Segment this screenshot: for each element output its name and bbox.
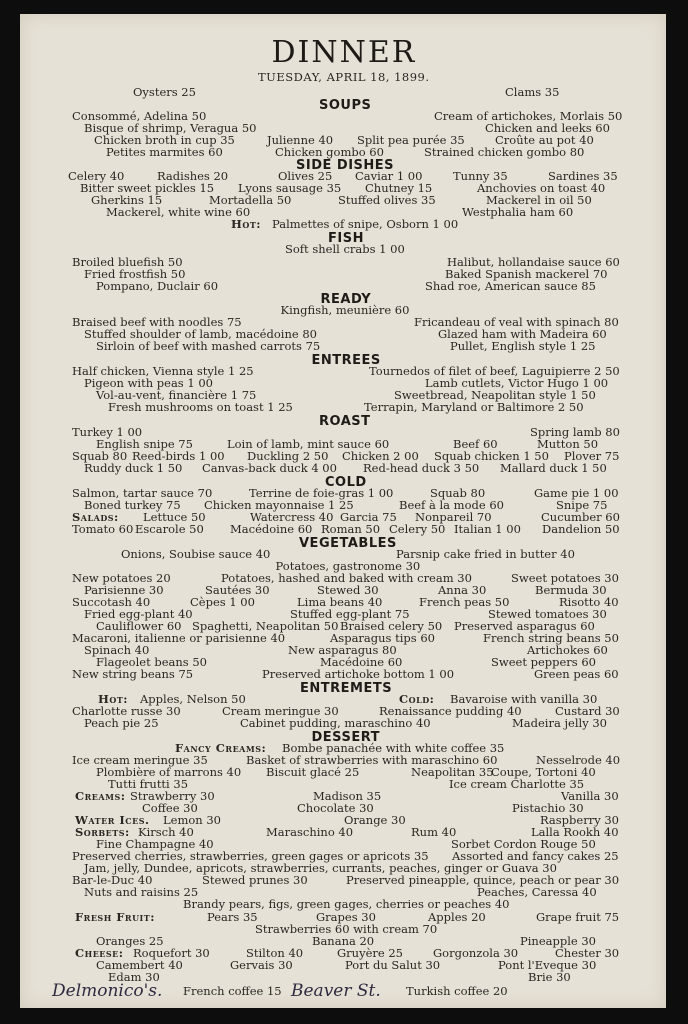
menu-item: Raspberry 30 (540, 813, 619, 827)
menu-item: Half chicken, Vienna style 1 25 (72, 364, 254, 378)
menu-item: Reed-birds 1 00 (132, 449, 225, 463)
menu-item: Parisienne 30 (84, 583, 164, 597)
menu-item: Chicken mayonnaise 1 25 (204, 498, 354, 512)
menu-item: Roquefort 30 (133, 946, 210, 960)
menu-item: Oranges 25 (96, 934, 164, 948)
menu-item: Anchovies on toast 40 (477, 181, 606, 195)
menu-item: Sautées 30 (205, 583, 270, 597)
menu-item: Plombière of marrons 40 (96, 765, 242, 779)
menu-item: Terrapin, Maryland or Baltimore 2 50 (364, 400, 584, 414)
menu-item: Fricandeau of veal with spinach 80 (414, 315, 619, 329)
menu-item: Watercress 40 (250, 510, 334, 524)
menu-item: Orange 30 (344, 813, 406, 827)
menu-item: Biscuit glacé 25 (266, 765, 360, 779)
menu-item: Sweet potatoes 30 (511, 571, 619, 585)
menu-item: Turkey 1 00 (72, 425, 143, 439)
menu-item: Madeira jelly 30 (512, 716, 607, 730)
salads-label: Salads: (72, 510, 119, 524)
menu-item: Succotash 40 (72, 595, 151, 609)
menu-item: Gervais 30 (230, 958, 293, 972)
menu-item: Ruddy duck 1 50 (84, 461, 183, 475)
menu-item: Turkish coffee 20 (406, 984, 508, 998)
menu-item: French coffee 15 (183, 984, 282, 998)
menu-item: Brandy pears, figs, green gages, cherries or peaches 40 (183, 897, 510, 911)
menu-item: Pont l'Eveque 30 (498, 958, 597, 972)
menu-item: Edam 30 (108, 970, 160, 984)
menu-item: Braised beef with noodles 75 (72, 315, 242, 329)
menu-item: Escarole 50 (135, 522, 204, 536)
menu-item: Squab chicken 1 50 (434, 449, 549, 463)
menu-item: Nuts and raisins 25 (84, 885, 199, 899)
menu-item: Strawberries 60 with cream 70 (255, 922, 438, 936)
menu-title: DINNER (271, 35, 417, 70)
menu-item: Boned turkey 75 (84, 498, 181, 512)
menu-item: Julienne 40 (267, 133, 334, 147)
menu-item: Beef à la mode 60 (399, 498, 504, 512)
menu-item: Petites marmites 60 (106, 145, 223, 159)
menu-item: Fried frostfish 50 (84, 267, 186, 281)
menu-item: Kingfish, meunière 60 (280, 303, 410, 317)
menu-item: Mortadella 50 (209, 193, 292, 207)
menu-item: Garcia 75 (340, 510, 397, 524)
menu-item: Sirloin of beef with mashed carrots 75 (96, 339, 321, 353)
menu-item: Dandelion 50 (542, 522, 620, 536)
menu-item: Beef 60 (453, 437, 498, 451)
menu-item: Sorbet Cordon Rouge 50 (451, 837, 596, 851)
menu-item: Parsnip cake fried in butter 40 (396, 547, 575, 561)
menu-item: Custard 30 (555, 704, 620, 718)
menu-item: French peas 50 (419, 595, 510, 609)
menu-item: New string beans 75 (72, 667, 194, 681)
menu-item: Palmettes of snipe, Osborn 1 00 (272, 217, 459, 231)
vegetables-heading: VEGETABLES (299, 536, 397, 551)
menu-item: Plover 75 (564, 449, 620, 463)
menu-item: Ice cream Charlotte 35 (449, 777, 585, 791)
menu-item: Salmon, tartar sauce 70 (72, 486, 213, 500)
menu-item: Pistachio 30 (512, 801, 584, 815)
menu-item: Assorted and fancy cakes 25 (452, 849, 619, 863)
creams-label: Creams: (75, 789, 126, 803)
menu-item: Camembert 40 (96, 958, 183, 972)
menu-item: Stewed 30 (317, 583, 379, 597)
menu-item: Stewed prunes 30 (202, 873, 308, 887)
menu-item: Bavaroise with vanilla 30 (450, 692, 598, 706)
menu-item: Madison 35 (313, 789, 382, 803)
menu-item: Pears 35 (207, 910, 258, 924)
menu-item: Soft shell crabs 1 00 (285, 242, 405, 256)
ready-heading: READY (320, 292, 372, 307)
menu-card (20, 14, 666, 1008)
menu-item: Snipe 75 (556, 498, 608, 512)
soups-heading: SOUPS (319, 98, 372, 113)
hot-label: Hot: (98, 692, 129, 706)
menu-item: Croûte au pot 40 (495, 133, 594, 147)
side-dishes-heading: SIDE DISHES (296, 158, 395, 173)
menu-item: Mallard duck 1 50 (500, 461, 607, 475)
menu-item: Red-head duck 3 50 (363, 461, 480, 475)
menu-item: Macaroni, italienne or parisienne 40 (72, 631, 286, 645)
menu-item: Canvas-back duck 4 00 (202, 461, 337, 475)
menu-item: Caviar 1 00 (355, 169, 423, 183)
menu-item: Preserved pineapple, quince, peach or pear 30 (346, 873, 620, 887)
menu-item: Anna 30 (438, 583, 487, 597)
menu-item: Radishes 20 (157, 169, 229, 183)
menu-item: Braised celery 50 (340, 619, 443, 633)
menu-item: Peach pie 25 (84, 716, 159, 730)
menu-item: Nonpareil 70 (415, 510, 492, 524)
handwritten-note-beaver-st: Beaver St. (291, 981, 381, 1001)
menu-item: Sweetbread, Neapolitan style 1 50 (394, 388, 596, 402)
fish-heading: FISH (328, 231, 364, 246)
menu-item: Lima beans 40 (297, 595, 383, 609)
menu-item: Vol-au-vent, financière 1 75 (96, 388, 257, 402)
menu-item: Asparagus tips 60 (330, 631, 435, 645)
cheese-label: Cheese: (75, 946, 124, 960)
menu-item: Lyons sausage 35 (238, 181, 342, 195)
menu-item: Spring lamb 80 (530, 425, 620, 439)
oysters-price: Oysters 25 (133, 85, 196, 99)
menu-item: Celery 50 (389, 522, 446, 536)
menu-item: Ice cream meringue 35 (72, 753, 208, 767)
menu-item: Cucumber 60 (541, 510, 620, 524)
menu-item: Roman 50 (321, 522, 381, 536)
menu-item: Bombe panachée with white coffee 35 (282, 741, 505, 755)
menu-item: Chicken broth in cup 35 (94, 133, 235, 147)
menu-item: Glazed ham with Madeira 60 (438, 327, 607, 341)
menu-item: Pineapple 30 (520, 934, 596, 948)
menu-item: Bar-le-Duc 40 (72, 873, 153, 887)
roast-heading: ROAST (319, 414, 371, 429)
menu-item: Preserved asparagus 60 (454, 619, 595, 633)
menu-item: Cabinet pudding, maraschino 40 (240, 716, 431, 730)
sorbets-label: Sorbets: (75, 825, 130, 839)
menu-item: Grapes 30 (316, 910, 376, 924)
menu-item: Preserved artichoke bottom 1 00 (262, 667, 455, 681)
menu-item: Chicken 2 00 (342, 449, 419, 463)
menu-item: Spaghetti, Neapolitan 50 (192, 619, 339, 633)
menu-item: Fresh mushrooms on toast 1 25 (108, 400, 293, 414)
menu-item: Tutti frutti 35 (108, 777, 189, 791)
hot-label: Hot: (231, 217, 262, 231)
menu-item: Flageolet beans 50 (96, 655, 207, 669)
menu-item: Apples 20 (428, 910, 486, 924)
menu-item: Vanilla 30 (561, 789, 619, 803)
menu-item: Game pie 1 00 (534, 486, 619, 500)
menu-item: Potatoes, gastronome 30 (275, 559, 421, 573)
menu-item: Green peas 60 (534, 667, 619, 681)
menu-item: Split pea purée 35 (357, 133, 465, 147)
menu-item: Gruyère 25 (337, 946, 403, 960)
entremets-heading: ENTREMETS (300, 681, 393, 696)
menu-item: English snipe 75 (96, 437, 193, 451)
menu-item: Tunny 35 (453, 169, 508, 183)
menu-item: Macédoine 60 (230, 522, 313, 536)
menu-item: Squab 80 (430, 486, 486, 500)
menu-item: Stilton 40 (246, 946, 304, 960)
menu-item: Coffee 30 (142, 801, 198, 815)
menu-item: Tomato 60 (72, 522, 134, 536)
menu-item: Olives 25 (278, 169, 333, 183)
menu-item: Consommé, Adelina 50 (72, 109, 207, 123)
menu-item: Duckling 2 50 (247, 449, 329, 463)
menu-item: Basket of strawberries with maraschino 60 (246, 753, 498, 767)
menu-item: Kirsch 40 (138, 825, 194, 839)
menu-item: Strained chicken gombo 80 (424, 145, 585, 159)
menu-item: Renaissance pudding 40 (379, 704, 522, 718)
menu-item: Bisque of shrimp, Veragua 50 (84, 121, 257, 135)
menu-item: Coupe, Tortoni 40 (491, 765, 596, 779)
menu-item: Pompano, Duclair 60 (96, 279, 219, 293)
menu-item: Westphalia ham 60 (462, 205, 574, 219)
menu-item: Gorgonzola 30 (433, 946, 519, 960)
menu-item: French string beans 50 (483, 631, 619, 645)
fancy-creams-label: Fancy Creams: (175, 741, 267, 755)
menu-item: Charlotte russe 30 (72, 704, 181, 718)
menu-item: Broiled bluefish 50 (72, 255, 183, 269)
menu-item: Maraschino 40 (266, 825, 354, 839)
menu-item: Neapolitan 35 (411, 765, 494, 779)
menu-item: Tournedos of filet of beef, Laguipierre 2 50 (369, 364, 620, 378)
menu-item: Rum 40 (411, 825, 457, 839)
menu-item: Chicken gombo 60 (275, 145, 384, 159)
menu-item: Sardines 35 (548, 169, 618, 183)
menu-item: Mackerel in oil 50 (486, 193, 592, 207)
menu-item: Cauliflower 60 (96, 619, 182, 633)
menu-item: Pigeon with peas 1 00 (84, 376, 213, 390)
menu-item: Brie 30 (528, 970, 571, 984)
menu-item: Macédoine 60 (320, 655, 403, 669)
water-ices-label: Water Ices. (75, 813, 150, 827)
menu-item: Chester 30 (555, 946, 620, 960)
cold-label: Cold: (399, 692, 435, 706)
menu-item: Artichokes 60 (527, 643, 608, 657)
menu-item: Fried egg-plant 40 (84, 607, 193, 621)
menu-item: Mackerel, white wine 60 (106, 205, 251, 219)
menu-item: Stewed tomatoes 30 (488, 607, 607, 621)
menu-item: Lemon 30 (163, 813, 221, 827)
menu-item: Stuffed shoulder of lamb, macédoine 80 (84, 327, 317, 341)
menu-item: New potatoes 20 (72, 571, 171, 585)
menu-item: Chicken and leeks 60 (485, 121, 610, 135)
menu-item: Mutton 50 (537, 437, 599, 451)
menu-item: Potatoes, hashed and baked with cream 30 (221, 571, 472, 585)
dessert-heading: DESSERT (311, 730, 380, 745)
menu-item: Strawberry 30 (130, 789, 215, 803)
entrees-heading: ENTREES (311, 353, 381, 368)
menu-item: Loin of lamb, mint sauce 60 (227, 437, 390, 451)
menu-item: Lamb cutlets, Victor Hugo 1 00 (425, 376, 609, 390)
menu-date: TUESDAY, APRIL 18, 1899. (258, 70, 430, 84)
menu-item: Jam, jelly, Dundee, apricots, strawberries, currants, peaches, ginger or Guava 30 (84, 861, 557, 875)
menu-item: Lalla Rookh 40 (531, 825, 619, 839)
menu-item: Nesselrode 40 (536, 753, 621, 767)
menu-item: Italian 1 00 (454, 522, 521, 536)
menu-item: Port du Salut 30 (345, 958, 441, 972)
menu-item: Banana 20 (312, 934, 375, 948)
handwritten-note-delmonicos: Delmonico's. (52, 981, 163, 1001)
menu-item: Lettuce 50 (143, 510, 206, 524)
menu-item: New asparagus 80 (288, 643, 397, 657)
menu-item: Onions, Soubise sauce 40 (121, 547, 271, 561)
menu-item: Chutney 15 (365, 181, 433, 195)
menu-item: Sweet peppers 60 (491, 655, 596, 669)
menu-item: Pullet, English style 1 25 (450, 339, 596, 353)
menu-item: Apples, Nelson 50 (140, 692, 246, 706)
menu-item: Preserved cherries, strawberries, green gages or apricots 35 (72, 849, 429, 863)
menu-item: Grape fruit 75 (536, 910, 620, 924)
menu-item: Halibut, hollandaise sauce 60 (447, 255, 620, 269)
menu-item: Risotto 40 (559, 595, 619, 609)
menu-item: Fine Champagne 40 (96, 837, 214, 851)
clams-price: Clams 35 (505, 85, 560, 99)
menu-item: Gherkins 15 (91, 193, 163, 207)
menu-item: Chocolate 30 (297, 801, 374, 815)
menu-item: Bitter sweet pickles 15 (80, 181, 215, 195)
menu-item: Squab 80 (72, 449, 128, 463)
menu-item: Baked Spanish mackerel 70 (445, 267, 608, 281)
fresh-fruit-label: Fresh Fruit: (75, 910, 155, 924)
menu-item: Spinach 40 (84, 643, 150, 657)
menu-item: Stuffed egg-plant 75 (290, 607, 410, 621)
menu-item: Cèpes 1 00 (190, 595, 255, 609)
cold-heading: COLD (325, 475, 367, 490)
menu-item: Peaches, Caressa 40 (477, 885, 597, 899)
menu-item: Celery 40 (68, 169, 125, 183)
menu-item: Terrine de foie-gras 1 00 (249, 486, 394, 500)
menu-item: Bermuda 30 (535, 583, 607, 597)
menu-item: Stuffed olives 35 (338, 193, 436, 207)
menu-item: Cream meringue 30 (222, 704, 339, 718)
menu-item: Shad roe, American sauce 85 (425, 279, 596, 293)
menu-item: Cream of artichokes, Morlais 50 (434, 109, 623, 123)
